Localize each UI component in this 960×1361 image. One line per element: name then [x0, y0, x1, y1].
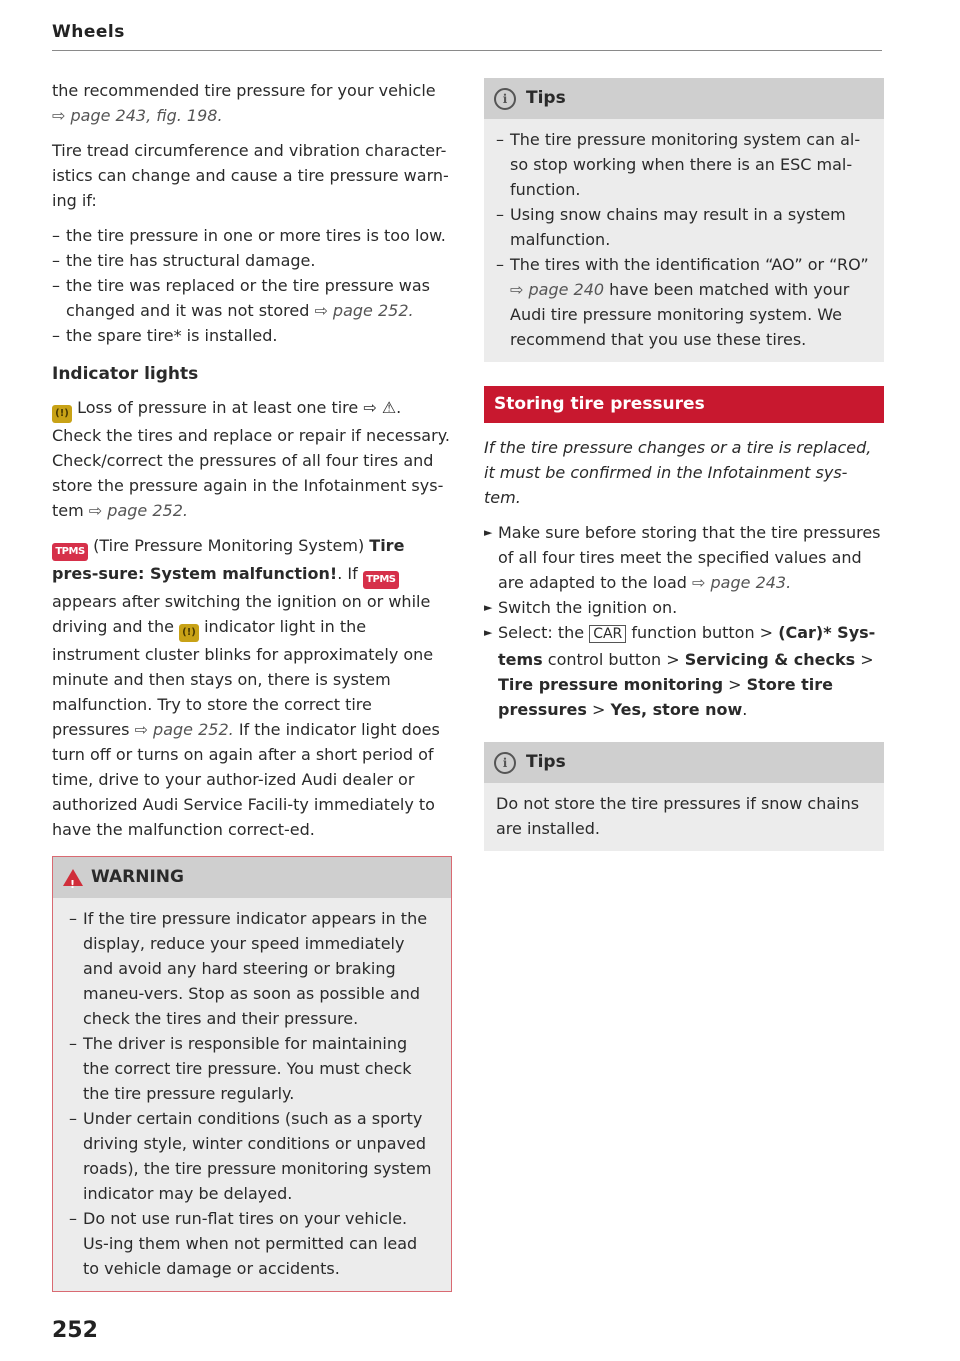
- tips-body: [484, 119, 884, 362]
- section-intro: If the tire pressure changes or a tire is replaced, it must be confirmed in the Infotainment sys-tem.: [484, 438, 872, 507]
- warning-title: WARNING: [91, 867, 184, 887]
- indicator-lights-heading: Indicator lights: [52, 364, 199, 384]
- step-item: ► Select: the CAR function button > (Car)* Sys-tems control button > Servicing & checks > Tire pressure monitoring > Store tire pressures > Yes, store now.: [484, 623, 876, 719]
- warning-box: [52, 856, 452, 1292]
- list-item: – Under certain conditions (such as a sporty driving style, winter conditions or unpaved roads), the tire pressure monitoring system indicator may be delayed.: [69, 1109, 432, 1203]
- indicator-paragraph-pressure-loss: (!) Loss of pressure in at least one tire ⇨ ⚠. Check the tires and replace or repair if necessary. Check/correct the pressures of all four tires and store the pressure again in the Infotainment sys-tem ⇨ page 252.: [52, 398, 450, 520]
- page-number: 252: [52, 1318, 98, 1343]
- tire-pressure-warning-icon: (!): [52, 405, 72, 423]
- tpms-icon: TPMS: [363, 571, 399, 589]
- tire-pressure-warning-icon: (!): [179, 624, 199, 642]
- step-item: ► Make sure before storing that the tire pressures of all four tires meet the specified values and are adapted to the load ⇨ page 243.: [484, 523, 881, 592]
- tips-box: [484, 78, 884, 362]
- header-divider: [52, 50, 882, 51]
- indicator-paragraph-tpms: TPMS (Tire Pressure Monitoring System) Tire pres-sure: System malfunction!. If TPMS appears after switching the ignition on or while driving and the (!) indicator light in the instrument cluster blinks for approximately one minute and then stays on, there is system malfunction. Try to store the correct tire pressures ⇨ page 252. If the indicator light does turn off or turns on again after a short period of time, drive to your author-ized Audi dealer or authorized Audi Service Facili-ty immediately to have the malfunction correct-ed.: [52, 536, 440, 839]
- tips-box: [484, 742, 884, 851]
- list-item: – If the tire pressure indicator appears in the display, reduce your speed immediately and avoid any hard steering or braking maneu-vers. Stop as soon as possible and check the tires and their pressure.: [69, 909, 428, 1028]
- page-reference-link[interactable]: ⇨ page 240: [510, 280, 605, 299]
- intro-text: the recommended tire pressure for your vehicle: [52, 81, 436, 100]
- tips-title: Tips: [526, 88, 566, 108]
- list-item: – the tire has structural damage.: [52, 251, 316, 270]
- list-item: – the spare tire* is installed.: [52, 326, 278, 345]
- warning-body: [53, 898, 451, 1291]
- list-item: – The tire pressure monitoring system can al-so stop working when there is an ESC mal-function.: [496, 130, 861, 199]
- page-reference-link[interactable]: ⇨ page 252.: [88, 501, 188, 520]
- tpms-icon: TPMS: [52, 543, 88, 561]
- warning-triangle-icon: [63, 869, 83, 886]
- tips-header: [484, 78, 884, 119]
- list-item: – the tire was replaced or the tire pressure was changed and it was not stored ⇨ page 252.: [52, 276, 430, 320]
- page-reference-link[interactable]: ⇨ page 243, fig. 198.: [52, 106, 223, 125]
- page-reference-link[interactable]: ⇨ page 252.: [134, 720, 234, 739]
- tips-header: [484, 742, 884, 783]
- list-item: – the tire pressure in one or more tires is too low.: [52, 226, 446, 245]
- step-item: ► Switch the ignition on.: [484, 598, 678, 617]
- tips-title: Tips: [526, 752, 566, 772]
- page-reference-link[interactable]: ⇨ page 243.: [692, 573, 792, 592]
- paragraph-intro: [52, 78, 452, 128]
- warning-header: [53, 857, 451, 898]
- left-column: [52, 78, 452, 1292]
- right-column: [484, 78, 884, 851]
- section-title: Storing tire pressures: [484, 386, 884, 423]
- tips-body: Do not store the tire pressures if snow chains are installed.: [496, 794, 860, 838]
- info-icon: i: [494, 752, 516, 774]
- info-icon: i: [494, 88, 516, 110]
- list-item: – The tires with the identification “AO” or “RO” ⇨ page 240 have been matched with your Audi tire pressure monitoring system. We recommend that you use these tires.: [496, 255, 869, 349]
- list-item: – Using snow chains may result in a system malfunction.: [496, 205, 846, 249]
- list-item: – Do not use run-flat tires on your vehicle. Us-ing them when not permitted can lead to vehicle damage or accidents.: [69, 1209, 418, 1278]
- paragraph-tread: Tire tread circumference and vibration character-istics can change and cause a tire pressure warn-ing if:: [52, 141, 449, 210]
- list-item: – The driver is responsible for maintaining the correct tire pressure. You must check the tire pressure regularly.: [69, 1034, 412, 1103]
- page-header-title: Wheels: [52, 22, 125, 42]
- page-reference-link[interactable]: ⇨ page 252.: [314, 301, 414, 320]
- car-button-key: CAR: [589, 625, 626, 643]
